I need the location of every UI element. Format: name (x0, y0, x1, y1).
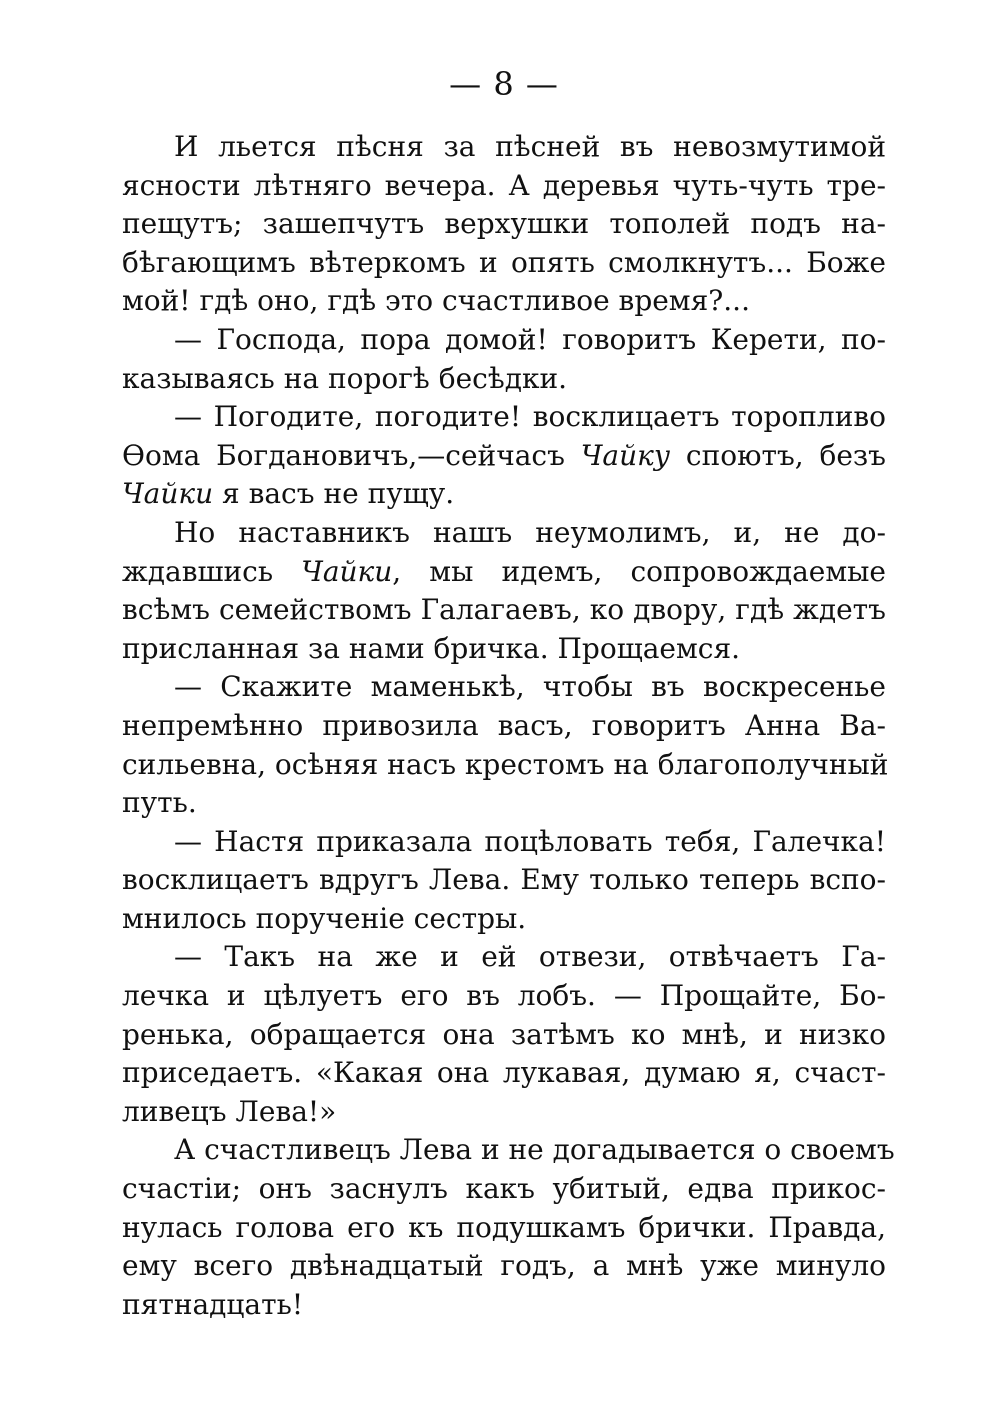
text-line: — Господа, пора домой! говоритъ Керети, по- (174, 322, 886, 356)
text-line: восклицаетъ вдругъ Лева. Ему только теперь вспо- (122, 863, 886, 897)
text-line: — Скажите маменькѣ, чтобы въ воскресенье (174, 670, 886, 704)
text-line: казываясь на порогѣ бесѣдки. (122, 361, 568, 395)
text-line: счастіи; онъ заснулъ какъ убитый, едва прикос- (122, 1172, 886, 1206)
text-line: ясности лѣтняго вечера. А деревья чуть-чуть тре- (122, 168, 886, 202)
text-segment: ждавшись (122, 554, 302, 588)
text-line: лечка и цѣлуетъ его въ лобъ. — Прощайте, Бо- (122, 979, 886, 1013)
text-line: приседаетъ. «Какая она лукавая, думаю я, счаст- (122, 1056, 886, 1090)
text-line (122, 437, 886, 476)
text-line: — Настя приказала поцѣловать тебя, Галечка! (174, 824, 886, 858)
text-line (122, 553, 886, 592)
song-title: Чайку (580, 438, 671, 472)
text-line: мой! гдѣ оно, гдѣ это счастливое время?... (122, 284, 750, 318)
text-segment: я васъ не пущу. (213, 477, 455, 511)
paragraph-4 (122, 514, 886, 668)
paragraph-2 (122, 321, 886, 398)
text-line: Но наставникъ нашъ неумолимъ, и, не до- (174, 515, 886, 549)
text-line: ренька, обращается она затѣмъ ко мнѣ, и низко (122, 1017, 886, 1051)
text-line: пещутъ; зашепчутъ верхушки тополей подъ на- (122, 207, 886, 241)
paragraph-8 (122, 1131, 895, 1324)
text-segment: споютъ, безъ (670, 438, 886, 472)
song-title: Чайки (122, 477, 214, 511)
text-line: бѣгающимъ вѣтеркомъ и опять смолкнутъ... Боже (122, 245, 886, 279)
text-line: ливецъ Лева!» (122, 1094, 337, 1128)
song-title: Чайки (301, 554, 393, 588)
text-line: присланная за нами бричка. Прощаемся. (122, 631, 741, 665)
text-line: пятнадцать! (122, 1287, 304, 1321)
paragraph-3 (122, 398, 886, 514)
text-line: А счастливецъ Лева и не догадывается о своемъ (174, 1133, 895, 1167)
paragraph-5 (122, 668, 889, 822)
text-line: непремѣнно привозила васъ, говоритъ Анна Ва- (122, 708, 886, 742)
text-line: сильевна, осѣняя насъ крестомъ на благополучный (122, 747, 889, 781)
text-line: — Погодите, погодите! восклицаетъ торопливо (174, 400, 886, 434)
text-line (122, 475, 886, 514)
text-line: всѣмъ семействомъ Галагаевъ, ко двору, гдѣ ждетъ (122, 593, 886, 627)
page-number: — 8 — (449, 65, 559, 103)
text-line: нулась голова его къ подушкамъ брички. Правда, (122, 1210, 886, 1244)
text-line: путь. (122, 786, 197, 820)
text-segment: , мы идемъ, сопровождаемые (392, 554, 886, 588)
paragraph-1 (122, 128, 886, 321)
text-line: ему всего двѣнадцатый годъ, а мнѣ уже минуло (122, 1249, 886, 1283)
text-segment: Ѳома Богдановичъ,—сейчасъ (122, 438, 581, 472)
page-text (122, 128, 895, 1324)
text-line: И льется пѣсня за пѣсней въ невозмутимой (174, 130, 886, 163)
paragraph-7 (122, 938, 886, 1131)
book-page (122, 60, 895, 1390)
text-line: — Такъ на же и ей отвези, отвѣчаетъ Га- (174, 940, 886, 974)
paragraph-6 (122, 823, 886, 939)
text-line: мнилось порученіе сестры. (122, 901, 527, 935)
